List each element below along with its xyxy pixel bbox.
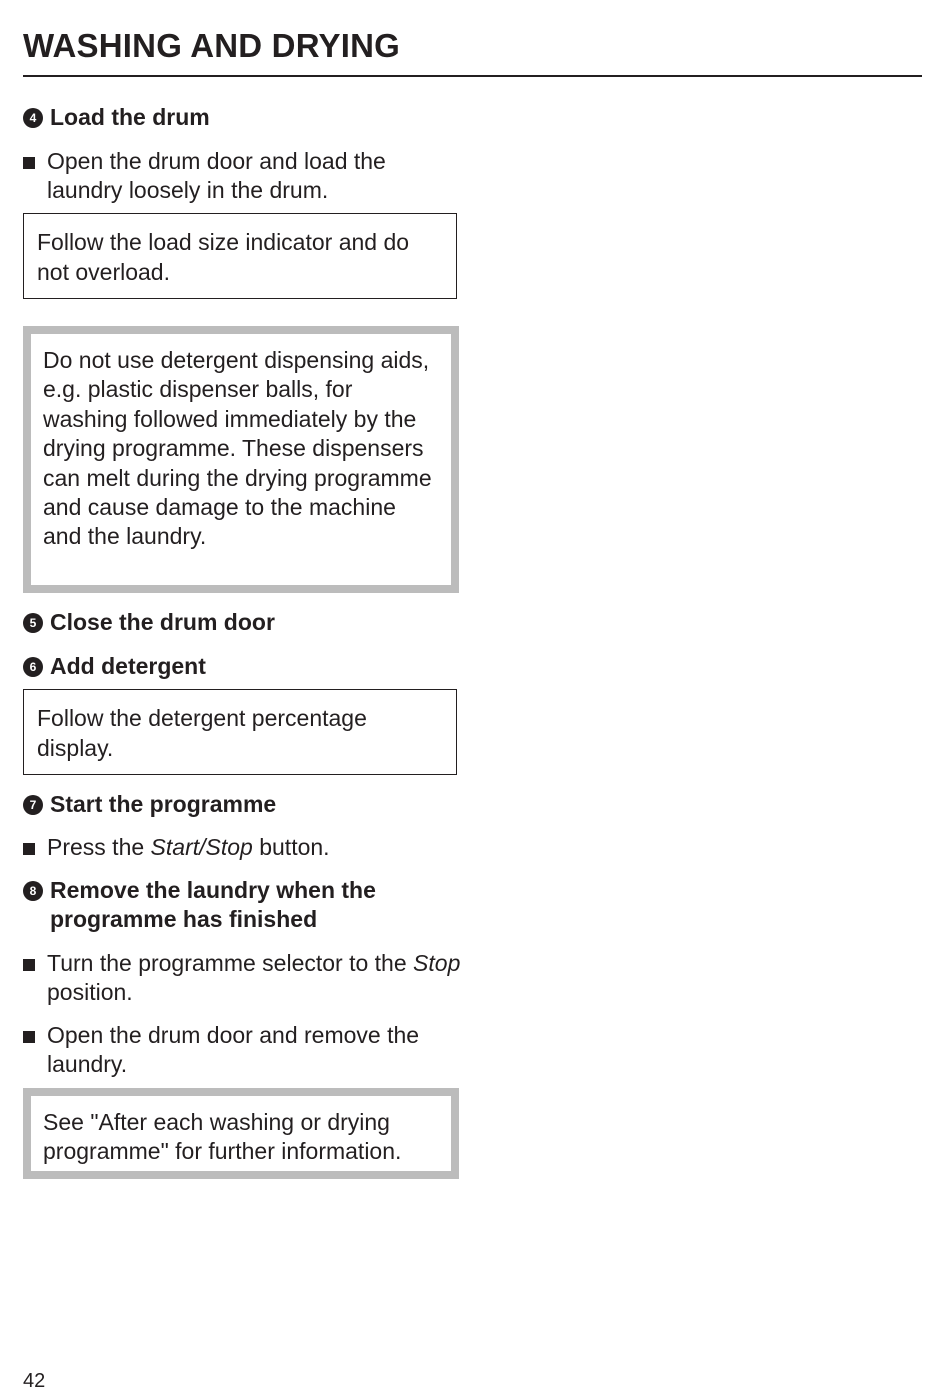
step-title: Close the drum door bbox=[50, 609, 275, 635]
page-number: 42 bbox=[23, 1370, 46, 1392]
step-close-door bbox=[23, 608, 450, 637]
square-bullet-icon bbox=[23, 959, 35, 971]
page-header bbox=[23, 24, 922, 68]
note-detergent-display bbox=[23, 689, 457, 775]
bullet-turn-selector bbox=[23, 949, 463, 1007]
bullet-text: Open the drum door and remove the laundry. bbox=[47, 1022, 420, 1077]
note-text: Follow the detergent percentage display. bbox=[37, 705, 367, 761]
step-number-7-icon: 7 bbox=[23, 795, 43, 815]
info-after-programme bbox=[23, 1088, 459, 1179]
page-title: WASHING AND DRYING bbox=[23, 27, 400, 64]
step-title: Remove the laundry when the programme has finished bbox=[50, 877, 376, 932]
square-bullet-icon bbox=[23, 843, 35, 855]
note-text: Follow the load size indicator and do not overload. bbox=[37, 229, 410, 285]
bullet-load-laundry bbox=[23, 147, 463, 205]
warning-dispensing-aids bbox=[23, 326, 459, 593]
step-title: Load the drum bbox=[50, 104, 210, 130]
warning-text: Do not use detergent dispensing aids, e.g. plastic dispenser balls, for washing followed immediately by the drying programme. These dispensers can melt during the drying programme and cause damage to the machine and the laundry. bbox=[43, 347, 432, 550]
step-add-detergent bbox=[23, 652, 450, 681]
step-remove-laundry bbox=[23, 876, 420, 934]
step-number-6-icon: 6 bbox=[23, 657, 43, 677]
square-bullet-icon bbox=[23, 157, 35, 169]
bullet-press-start bbox=[23, 833, 463, 862]
step-title: Add detergent bbox=[50, 653, 206, 679]
step-load-drum bbox=[23, 103, 450, 132]
bullet-text: Press the Start/Stop button. bbox=[47, 834, 330, 860]
position-name: Stop bbox=[413, 950, 461, 976]
note-load-size bbox=[23, 213, 457, 299]
bullet-text: Open the drum door and load the laundry loosely in the drum. bbox=[47, 148, 386, 203]
bullet-open-remove bbox=[23, 1021, 463, 1079]
step-number-4-icon: 4 bbox=[23, 108, 43, 128]
header-divider bbox=[23, 75, 922, 77]
info-text: See "After each washing or drying programme" for further information. bbox=[43, 1109, 402, 1165]
step-title: Start the programme bbox=[50, 791, 277, 817]
step-number-5-icon: 5 bbox=[23, 613, 43, 633]
step-start-programme bbox=[23, 790, 450, 819]
bullet-text: Turn the programme selector to the Stop position. bbox=[47, 950, 461, 1005]
step-number-8-icon: 8 bbox=[23, 881, 43, 901]
button-name: Start/Stop bbox=[150, 834, 253, 860]
square-bullet-icon bbox=[23, 1031, 35, 1043]
